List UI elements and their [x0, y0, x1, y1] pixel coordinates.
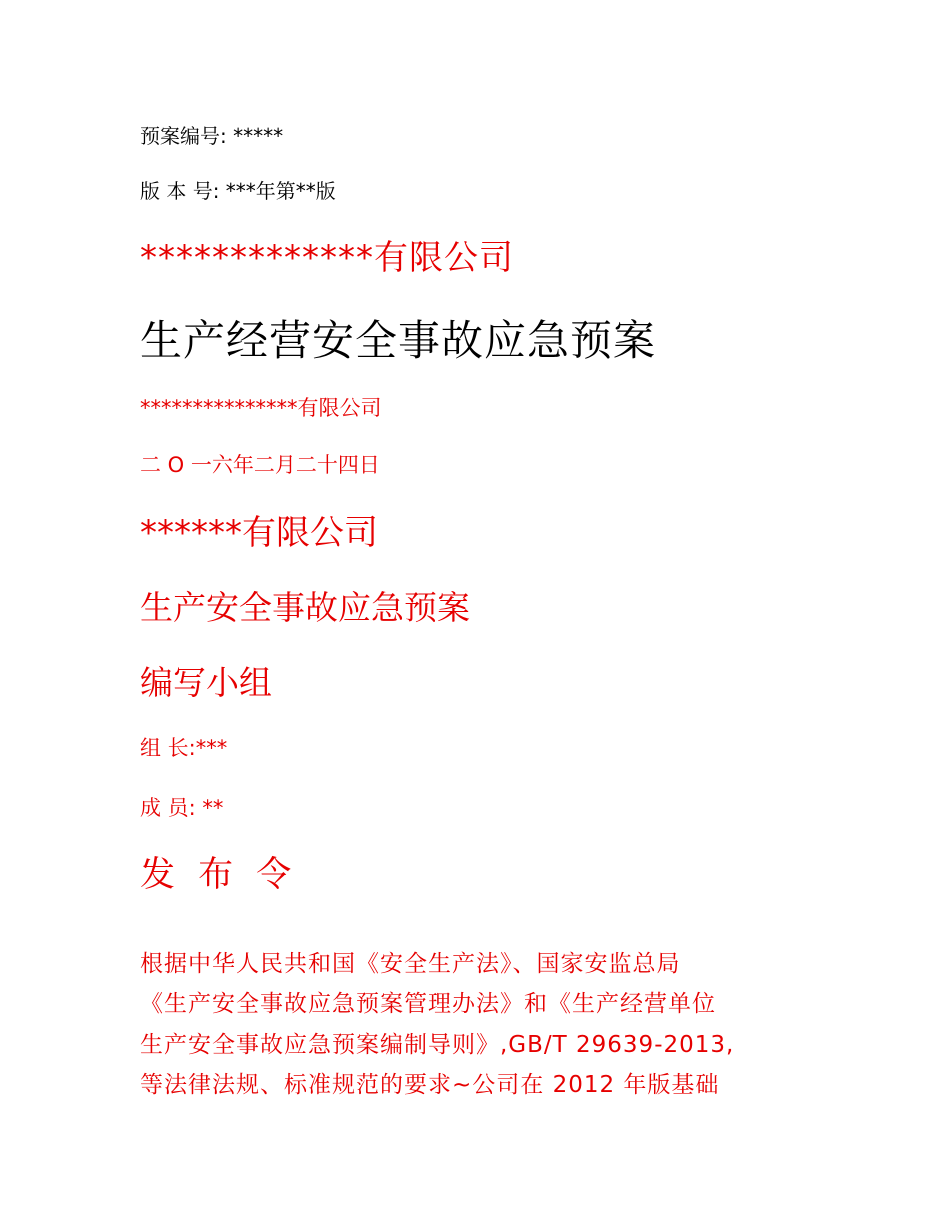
paragraph-line: 《生产安全事故应急预案管理办法》和《生产经营单位 [140, 991, 716, 1017]
paragraph-line: 根据中华人民共和国《安全生产法》、国家安监总局 [140, 951, 681, 977]
company-line: ***************有限公司 [140, 396, 382, 420]
version-number: 版 本 号: ***年第**版 [140, 179, 336, 203]
group-members: 成 员: ** [140, 796, 224, 820]
issue-date: 二 O 一六年二月二十四日 [140, 453, 380, 477]
decree-title: 发 布 令 [140, 855, 298, 895]
paragraph-line: 生产安全事故应急预案编制导则》,GB/T 29639-2013, [140, 1032, 735, 1058]
plan-code: 预案编号: ***** [140, 124, 284, 148]
company-heading: *************有限公司 [140, 238, 514, 278]
group-leader: 组 长:*** [140, 736, 228, 760]
sub-title: 生产安全事故应急预案 [140, 588, 470, 627]
paragraph-line: 等法律法规、标准规范的要求~公司在 2012 年版基础 [140, 1072, 720, 1098]
writing-group-title: 编写小组 [140, 663, 272, 702]
sub-company-heading: ******有限公司 [140, 513, 378, 553]
main-title: 生产经营安全事故应急预案 [140, 316, 657, 365]
